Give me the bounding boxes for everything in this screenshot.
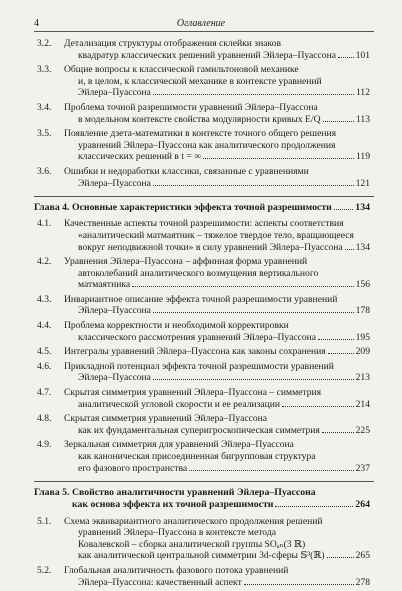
entry-title-line: Появление дзета-математики в контексте точного общего решения bbox=[64, 128, 337, 140]
entry-title-line: аналитической угловой скорости и ее реализации bbox=[78, 398, 281, 410]
entry-page: 178 bbox=[355, 305, 370, 317]
entry-number: 4.7. bbox=[37, 387, 52, 399]
entry-number: 4.4. bbox=[37, 320, 52, 332]
entry-title-line: Проблема корректности и необходимой корректировки bbox=[64, 320, 289, 332]
dot-leader bbox=[327, 557, 354, 558]
dot-leader bbox=[328, 353, 354, 354]
toc-entry[interactable] bbox=[0, 346, 402, 358]
table-of-contents bbox=[0, 38, 402, 591]
toc-entry[interactable] bbox=[0, 102, 402, 125]
toc-entry[interactable] bbox=[0, 413, 402, 436]
chapter-rule bbox=[34, 196, 374, 197]
entry-title-line: «аналитический матмаятник – тяжелое твердое тело, вращающееся bbox=[78, 229, 354, 241]
dot-leader bbox=[153, 312, 354, 313]
entry-title-line: как каноническая присоединенная бигрупповая структура bbox=[78, 451, 316, 463]
entry-title-line: Эйлера–Пуассона: качественный аспект bbox=[78, 576, 242, 588]
entry-page: 113 bbox=[355, 113, 370, 125]
entry-title-line: как их фундаментальная суперигроскопическая симметрия bbox=[78, 424, 320, 436]
entry-page: 134 bbox=[355, 241, 370, 253]
toc-entry[interactable] bbox=[0, 565, 402, 588]
entry-number: 3.5. bbox=[37, 128, 52, 140]
entry-title-line: Глобальная аналитичность фазового потока уравнений bbox=[64, 564, 289, 576]
toc-entry[interactable] bbox=[0, 294, 402, 317]
entry-number: 4.3. bbox=[37, 293, 52, 305]
dot-leader bbox=[338, 57, 354, 58]
entry-page: 209 bbox=[355, 346, 370, 358]
entry-title-line: матмаятника bbox=[78, 279, 131, 291]
entry-page: 214 bbox=[355, 398, 370, 410]
entry-title-line: Прикладной потенциал эффекта точной разрешимости уравнений bbox=[64, 360, 334, 372]
entry-page: 237 bbox=[355, 462, 370, 474]
entry-title-line: уравнений Эйлера–Пуассона в контексте метода bbox=[78, 527, 276, 539]
entry-title-line: Качественные аспекты точной разрешимости: аспекты соответствия bbox=[64, 218, 344, 230]
entry-title-line: Эйлера–Пуассона bbox=[78, 177, 151, 189]
entry-title-line: Схема эквивариантного аналитического продолжения решений bbox=[64, 515, 323, 527]
entry-title-line: Эйлера–Пуассона bbox=[78, 372, 151, 384]
entry-title-line: Зеркальная симметрия для уравнений Эйлера–Пуассона bbox=[64, 439, 294, 451]
entry-title-line: автоколебаний аналитического возмущения вертикального bbox=[78, 267, 319, 279]
entry-title-line: Уравнения Эйлера–Пуассона – аффинная форма уравнений bbox=[64, 256, 308, 268]
entry-title-line: Инвариантное описание эффекта точной разрешимости уравнений bbox=[64, 293, 338, 305]
dot-leader bbox=[322, 432, 354, 433]
dot-leader bbox=[203, 158, 354, 159]
header-rule bbox=[34, 31, 374, 32]
entry-title-line: вокруг неподвижной точки» в силу уравнений Эйлера–Пуассона bbox=[78, 241, 343, 253]
entry-title-line: Детализация структуры отображения склейки знаков bbox=[64, 38, 281, 49]
entry-title-line: квадратур классических решений уравнений Эйлера–Пуассона bbox=[78, 49, 337, 61]
entry-page: 101 bbox=[355, 49, 370, 61]
dot-leader bbox=[345, 249, 354, 250]
toc-chapter[interactable] bbox=[0, 196, 402, 214]
entry-title-line: Эйлера–Пуассона bbox=[78, 87, 151, 99]
entry-number: 3.6. bbox=[37, 165, 52, 177]
entry-page: 278 bbox=[355, 576, 370, 588]
entry-page: 121 bbox=[355, 177, 370, 189]
entry-number: 3.3. bbox=[37, 64, 52, 76]
dot-leader bbox=[153, 185, 354, 186]
entry-page: 225 bbox=[355, 424, 370, 436]
entry-title-line: Интегралы уравнений Эйлера–Пуассона как законы сохранения bbox=[64, 346, 326, 358]
entry-number: 3.2. bbox=[37, 38, 52, 49]
chapter-rule bbox=[34, 481, 374, 482]
entry-title-line: Проблема точной разрешимости уравнений Эйлера–Пуассона bbox=[64, 101, 318, 113]
entry-page: 195 bbox=[355, 331, 370, 343]
toc-entry[interactable] bbox=[0, 64, 402, 99]
entry-title-line: классического рассмотрения уравнений Эйлера–Пуассона bbox=[78, 331, 317, 343]
entry-title-line: Ошибки и недоработки классики, связанные с уравнениями bbox=[64, 165, 309, 177]
entry-number: 4.6. bbox=[37, 360, 52, 372]
entry-number: 4.9. bbox=[37, 439, 52, 451]
entry-title-line: уравнений Эйлера–Пуассона как аналитического продолжения bbox=[78, 139, 336, 151]
dot-leader bbox=[189, 470, 353, 471]
dot-leader bbox=[244, 584, 354, 585]
dot-leader bbox=[153, 94, 354, 95]
entry-title-line: Общие вопросы к классической гамильтоновой механике bbox=[64, 64, 299, 76]
entry-title-line: как аналитической центральной симметрии 3d-сферы 𝕊³(ℝ) bbox=[78, 550, 325, 562]
entry-title-line: Скрытая симметрия уравнений Эйлера–Пуассона bbox=[64, 413, 268, 425]
dot-leader bbox=[153, 379, 354, 380]
toc-entry[interactable] bbox=[0, 387, 402, 410]
chapter-page: 264 bbox=[355, 499, 370, 511]
entry-title-line: и, в целом, к классической механике в контексте уравнений bbox=[78, 75, 322, 87]
chapter-title-line: Глава 5. Свойство аналитичности уравнений Эйлера–Пуассона bbox=[34, 487, 316, 499]
toc-entry[interactable] bbox=[0, 38, 402, 61]
toc-entry[interactable] bbox=[0, 516, 402, 562]
toc-entry[interactable] bbox=[0, 320, 402, 343]
entry-title-line: классических решений в t = ∞ bbox=[78, 151, 202, 163]
entry-number: 5.2. bbox=[37, 564, 52, 576]
toc-entry[interactable] bbox=[0, 256, 402, 291]
dot-leader bbox=[132, 286, 353, 287]
entry-title-line: Ковалевской – сборка аналитической группы SOₐₙ(3 ℝ) bbox=[78, 538, 306, 550]
dot-leader bbox=[282, 406, 354, 407]
toc-entry[interactable] bbox=[0, 166, 402, 189]
toc-entry[interactable] bbox=[0, 361, 402, 384]
entry-number: 4.8. bbox=[37, 413, 52, 425]
header-title: Оглавление bbox=[176, 18, 226, 29]
toc-entry[interactable] bbox=[0, 218, 402, 253]
dot-leader bbox=[323, 121, 354, 122]
entry-title-line: его фазового пространства bbox=[78, 462, 188, 474]
toc-entry[interactable] bbox=[0, 128, 402, 163]
dot-leader bbox=[334, 209, 353, 210]
entry-number: 4.5. bbox=[37, 346, 52, 358]
entry-page: 265 bbox=[355, 550, 370, 562]
entry-title-line: Эйлера–Пуассона bbox=[78, 305, 151, 317]
chapter-title-line: Глава 4. Основные характеристики эффекта точной разрешимости bbox=[34, 202, 332, 214]
page-number: 4 bbox=[34, 18, 39, 29]
entry-title-line: Скрытая симметрия уравнений Эйлера–Пуассона – симметрия bbox=[64, 387, 322, 399]
entry-page: 119 bbox=[355, 151, 370, 163]
entry-number: 5.1. bbox=[37, 515, 52, 527]
dot-leader bbox=[275, 506, 353, 507]
entry-page: 213 bbox=[355, 372, 370, 384]
entry-number: 3.4. bbox=[37, 101, 52, 113]
entry-page: 112 bbox=[355, 87, 370, 99]
entry-title-line: в модельном контексте свойства модулярности кривых E/Q bbox=[78, 113, 321, 125]
dot-leader bbox=[318, 339, 354, 340]
chapter-page: 134 bbox=[355, 202, 370, 214]
chapter-title-line: как основа эффекта их точной разрешимости bbox=[72, 499, 274, 511]
entry-number: 4.2. bbox=[37, 256, 52, 268]
entry-number: 4.1. bbox=[37, 218, 52, 230]
toc-chapter[interactable] bbox=[0, 481, 402, 511]
entry-page: 156 bbox=[355, 279, 370, 291]
toc-entry[interactable] bbox=[0, 439, 402, 474]
